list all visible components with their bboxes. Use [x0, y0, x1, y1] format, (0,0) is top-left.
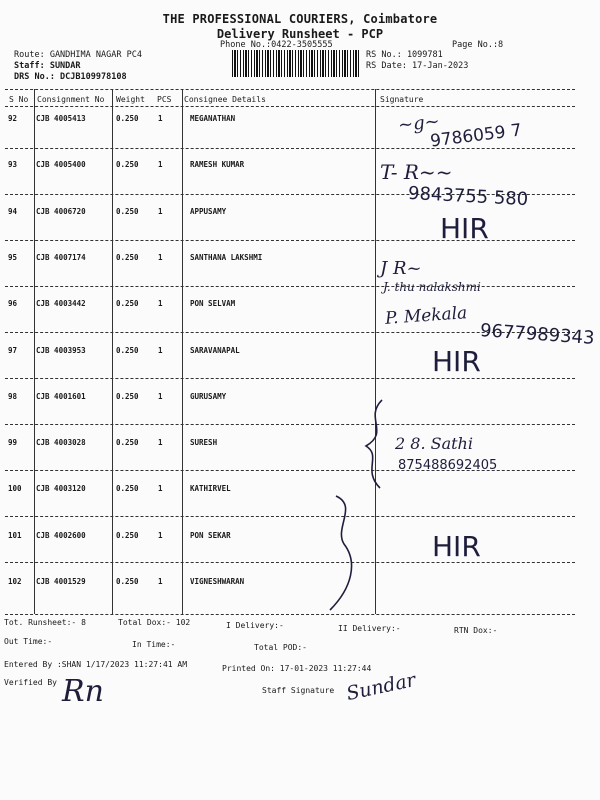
header-rule	[5, 106, 575, 107]
row-weight: 0.250	[116, 577, 139, 586]
staff-signature: Sundar	[344, 668, 418, 706]
handwritten-note: HIR	[432, 345, 481, 378]
row-divider	[5, 424, 575, 425]
barcode	[232, 50, 360, 77]
handwritten-phone: 9843755 580	[407, 182, 529, 211]
row-sno: 102	[8, 577, 22, 586]
row-pcs: 1	[158, 206, 163, 216]
sheet-title: Delivery Runsheet - PCP	[216, 27, 384, 41]
signature-scribble	[318, 492, 360, 616]
row-sno: 97	[8, 345, 18, 355]
row-pcs: 1	[158, 391, 163, 401]
staff: Staff: SUNDAR	[14, 61, 81, 71]
row-sno: 95	[8, 252, 18, 262]
row-weight: 0.250	[116, 438, 139, 448]
verified-signature: Rn	[62, 674, 104, 709]
row-consignee: MEGANATHAN	[190, 114, 236, 123]
out-time: Out Time:-	[4, 637, 53, 646]
row-pcs: 1	[158, 438, 163, 448]
column-divider	[112, 89, 113, 614]
row-divider	[5, 240, 575, 241]
ii-delivery: II Delivery:-	[338, 624, 401, 633]
row-pcs: 1	[158, 345, 163, 355]
row-divider	[5, 378, 575, 379]
row-pcs: 1	[158, 577, 163, 586]
row-pcs: 1	[158, 160, 163, 170]
row-consignment: CJB 4003120	[36, 484, 86, 494]
row-weight: 0.250	[116, 299, 139, 309]
row-sno: 94	[8, 206, 18, 216]
col-header-consignment: Consignment No	[37, 95, 105, 104]
i-delivery: I Delivery:-	[226, 621, 284, 630]
row-consignment: CJB 4003028	[36, 438, 86, 448]
row-consignment: CJB 4005400	[36, 160, 86, 170]
col-header-weight: Weight	[116, 95, 145, 104]
handwritten-name: P. Mekala	[384, 303, 468, 329]
row-consignee: KATHIRVEL	[190, 484, 231, 494]
row-weight: 0.250	[116, 114, 139, 123]
row-divider	[5, 148, 575, 149]
handwritten-phone: 9677989343	[479, 320, 596, 349]
printed-on: Printed On: 17-01-2023 11:27:44	[222, 664, 372, 673]
row-consignment: CJB 4003953	[36, 345, 86, 355]
row-sno: 96	[8, 299, 18, 309]
row-weight: 0.250	[116, 345, 139, 355]
row-sno: 98	[8, 391, 18, 401]
row-sno: 99	[8, 438, 18, 448]
row-divider	[5, 562, 575, 563]
row-pcs: 1	[158, 484, 163, 494]
row-weight: 0.250	[116, 391, 139, 401]
handwritten-phone: 875488692405	[398, 458, 498, 473]
rtn-dox: RTN Dox:-	[454, 626, 498, 635]
handwritten-phone: 9786059 7	[429, 120, 523, 152]
route: Route: GANDHIMA NAGAR PC4	[14, 50, 142, 60]
row-divider	[5, 286, 575, 287]
rs-number: RS No.: 1099781	[366, 50, 443, 60]
table-bottom-rule	[5, 614, 575, 615]
row-consignment: CJB 4006720	[36, 206, 86, 216]
total-pod: Total POD:-	[254, 643, 307, 652]
row-weight: 0.250	[116, 530, 139, 540]
row-sno: 100	[8, 484, 22, 494]
page-number: Page No.:8	[452, 40, 504, 50]
in-time: In Time:-	[132, 640, 176, 649]
row-weight: 0.250	[116, 252, 139, 262]
row-consignee: SURESH	[190, 438, 218, 448]
row-pcs: 1	[158, 299, 163, 309]
row-consignee: APPUSAMY	[190, 206, 227, 216]
col-header-sno: S No	[9, 95, 29, 104]
handwritten-signature: 2 8. Sathi	[395, 434, 473, 453]
column-divider	[182, 89, 183, 614]
row-consignee: RAMESH KUMAR	[190, 160, 245, 170]
signature-scribble: J R~	[380, 258, 422, 279]
row-consignment: CJB 4003442	[36, 299, 86, 309]
company-name: THE PROFESSIONAL COURIERS, Coimbatore	[162, 12, 438, 26]
signature-scribble: ~g~	[397, 110, 441, 137]
row-sno: 92	[8, 114, 18, 123]
column-divider	[375, 89, 376, 614]
col-header-pcs: PCS	[157, 95, 172, 104]
col-header-consignee: Consignee Details	[184, 95, 266, 104]
row-consignee: GURUSAMY	[190, 391, 227, 401]
handwritten-name: J. thu nalakshmi	[383, 280, 481, 294]
row-weight: 0.250	[116, 206, 139, 216]
row-consignment: CJB 4001601	[36, 391, 86, 401]
row-consignee: PON SELVAM	[190, 299, 236, 309]
col-header-signature: Signature	[380, 95, 424, 104]
row-consignment: CJB 4005413	[36, 114, 86, 123]
row-sno: 101	[8, 530, 22, 540]
entered-by: Entered By :SHAN 1/17/2023 11:27:41 AM	[4, 660, 188, 669]
phone-number: Phone No.:0422-3505555	[220, 40, 333, 50]
total-runsheet: Tot. Runsheet:- 8	[4, 618, 86, 627]
row-consignee: VIGNESHWARAN	[190, 577, 245, 586]
column-divider	[34, 89, 35, 614]
row-consignment: CJB 4002600	[36, 530, 86, 540]
signature-scribble	[360, 398, 390, 493]
rs-date: RS Date: 17-Jan-2023	[366, 61, 469, 71]
handwritten-note: HIR	[440, 212, 489, 245]
row-pcs: 1	[158, 530, 163, 540]
row-consignment: CJB 4001529	[36, 577, 86, 586]
total-dox: Total Dox:- 102	[118, 618, 191, 627]
verified-by: Verified By	[4, 678, 57, 687]
row-consignee: SANTHANA LAKSHMI	[190, 252, 263, 262]
row-consignee: PON SEKAR	[190, 530, 231, 540]
row-divider	[5, 516, 575, 517]
table-top-rule	[5, 89, 575, 90]
row-pcs: 1	[158, 252, 163, 262]
row-consignee: SARAVANAPAL	[190, 345, 240, 355]
drs-number: DRS No.: DCJB109978108	[14, 72, 127, 82]
staff-signature-label: Staff Signature	[262, 686, 335, 695]
row-sno: 93	[8, 160, 18, 170]
handwritten-note: HIR	[432, 530, 481, 563]
signature-scribble: T- R~~	[380, 160, 453, 184]
row-weight: 0.250	[116, 484, 139, 494]
row-weight: 0.250	[116, 160, 139, 170]
row-pcs: 1	[158, 114, 163, 123]
row-consignment: CJB 4007174	[36, 252, 86, 262]
